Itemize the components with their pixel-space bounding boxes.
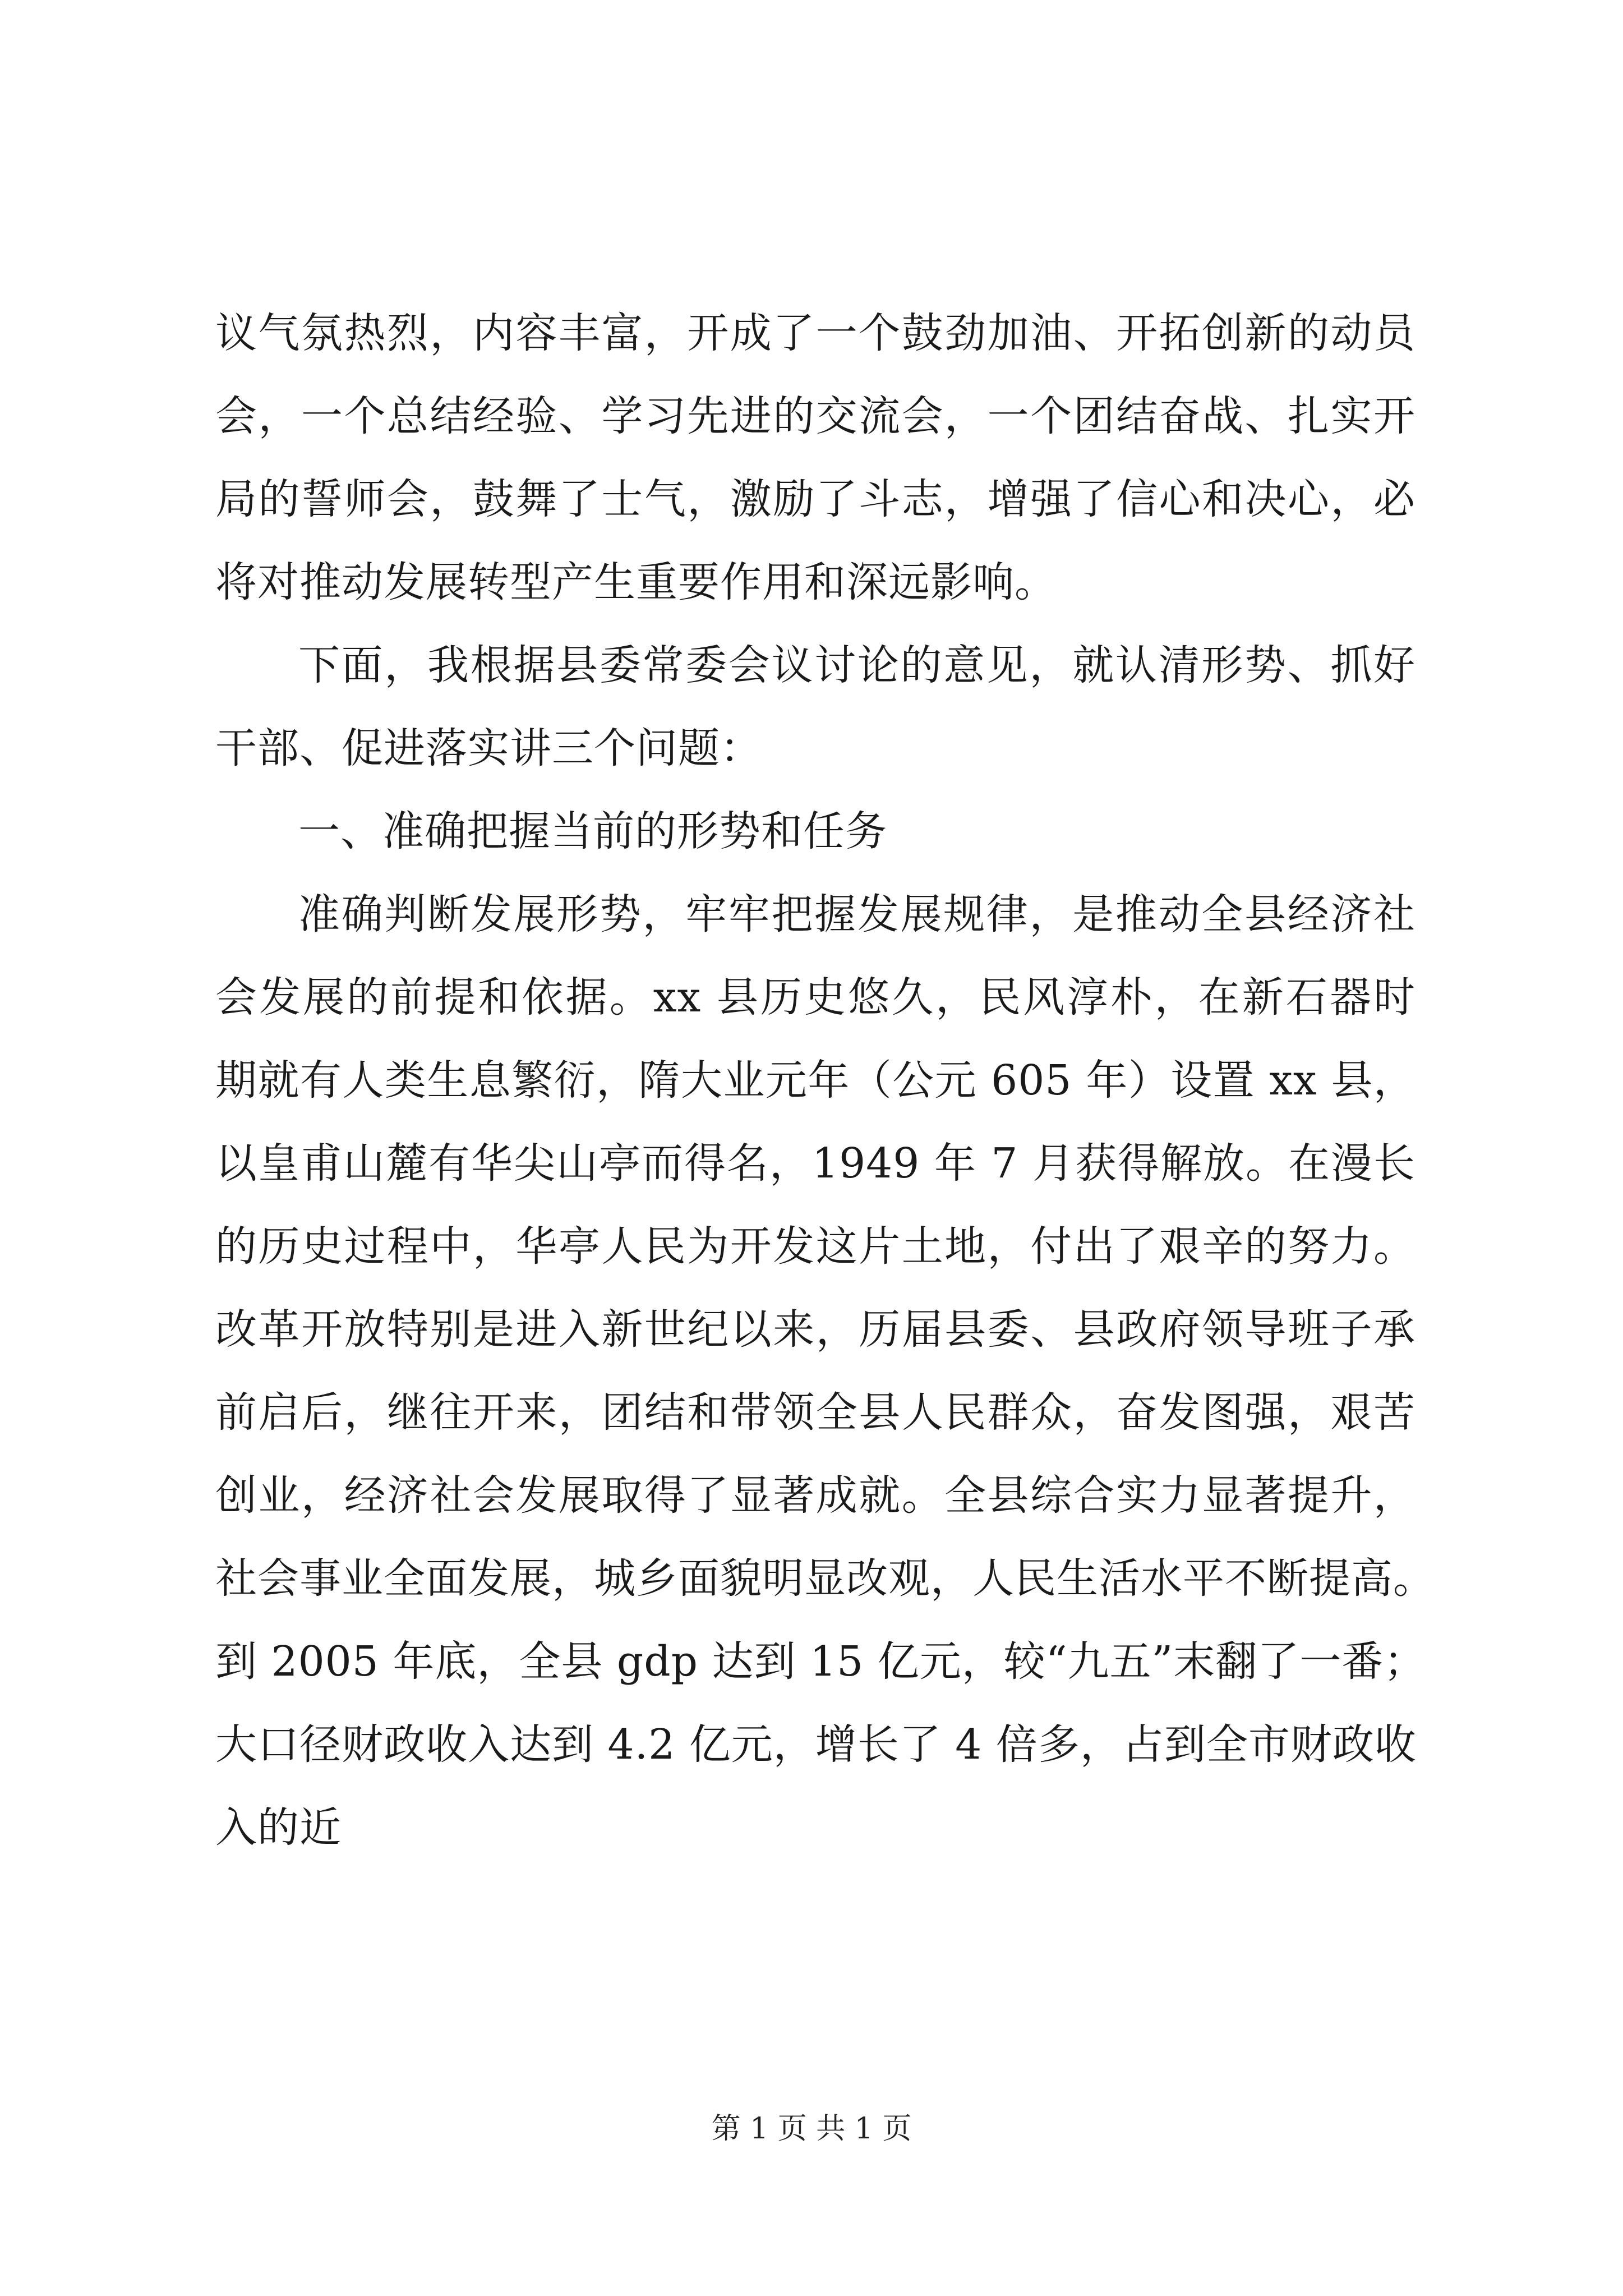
text-line: 社会事业全面发展，城乡面貌明显改观，人民生活水平不断提高。: [215, 1554, 1435, 1603]
text-line: 大口径财政收入达到 4.2 亿元，增长了 4 倍多，占到全市财政收: [215, 1720, 1417, 1769]
text-line: 会，一个总结经验、学习先进的交流会，一个团结奋战、扎实开: [215, 392, 1415, 440]
text-line: 前启后，继往开来，团结和带领全县人民群众，奋发图强，艰苦: [215, 1388, 1415, 1437]
text-line: 局的誓师会，鼓舞了士气，激励了斗志，增强了信心和决心，必: [215, 475, 1415, 523]
paragraph-first-line: 准确判断发展形势，牢牢把握发展规律，是推动全县经济社: [298, 890, 1415, 938]
text-line: 改革开放特别是进入新世纪以来，历届县委、县政府领导班子承: [215, 1305, 1415, 1354]
text-line: 议气氛热烈，内容丰富，开成了一个鼓劲加油、开拓创新的动员: [215, 309, 1415, 357]
text-line: 期就有人类生息繁衍，隋大业元年（公元 605 年）设置 xx 县，: [215, 1056, 1415, 1105]
text-line: 将对推动发展转型产生重要作用和深远影响。: [215, 558, 1057, 606]
document-body: [215, 292, 1435, 1869]
text-line: 的历史过程中，华亭人民为开发这片土地，付出了艰辛的努力。: [215, 1222, 1415, 1271]
text-line: 创业，经济社会发展取得了显著成就。全县综合实力显著提升，: [215, 1471, 1415, 1520]
text-line: 会发展的前提和依据。xx 县历史悠久，民风淳朴，在新石器时: [215, 973, 1415, 1022]
section-heading: 一、准确把握当前的形势和任务: [298, 807, 887, 855]
text-line: 以皇甫山麓有华尖山亭而得名，1949 年 7 月获得解放。在漫长: [215, 1139, 1415, 1188]
text-line: 入的近: [215, 1803, 342, 1852]
page-number-footer: 第 1 页 共 1 页: [711, 2112, 912, 2146]
text-line: 干部、促进落实讲三个问题：: [215, 724, 762, 772]
text-line: 到 2005 年底，全县 gdp 达到 15 亿元，较“九五”末翻了一番；: [215, 1637, 1426, 1686]
paragraph-first-line: 下面，我根据县委常委会议讨论的意见，就认清形势、抓好: [298, 641, 1415, 689]
